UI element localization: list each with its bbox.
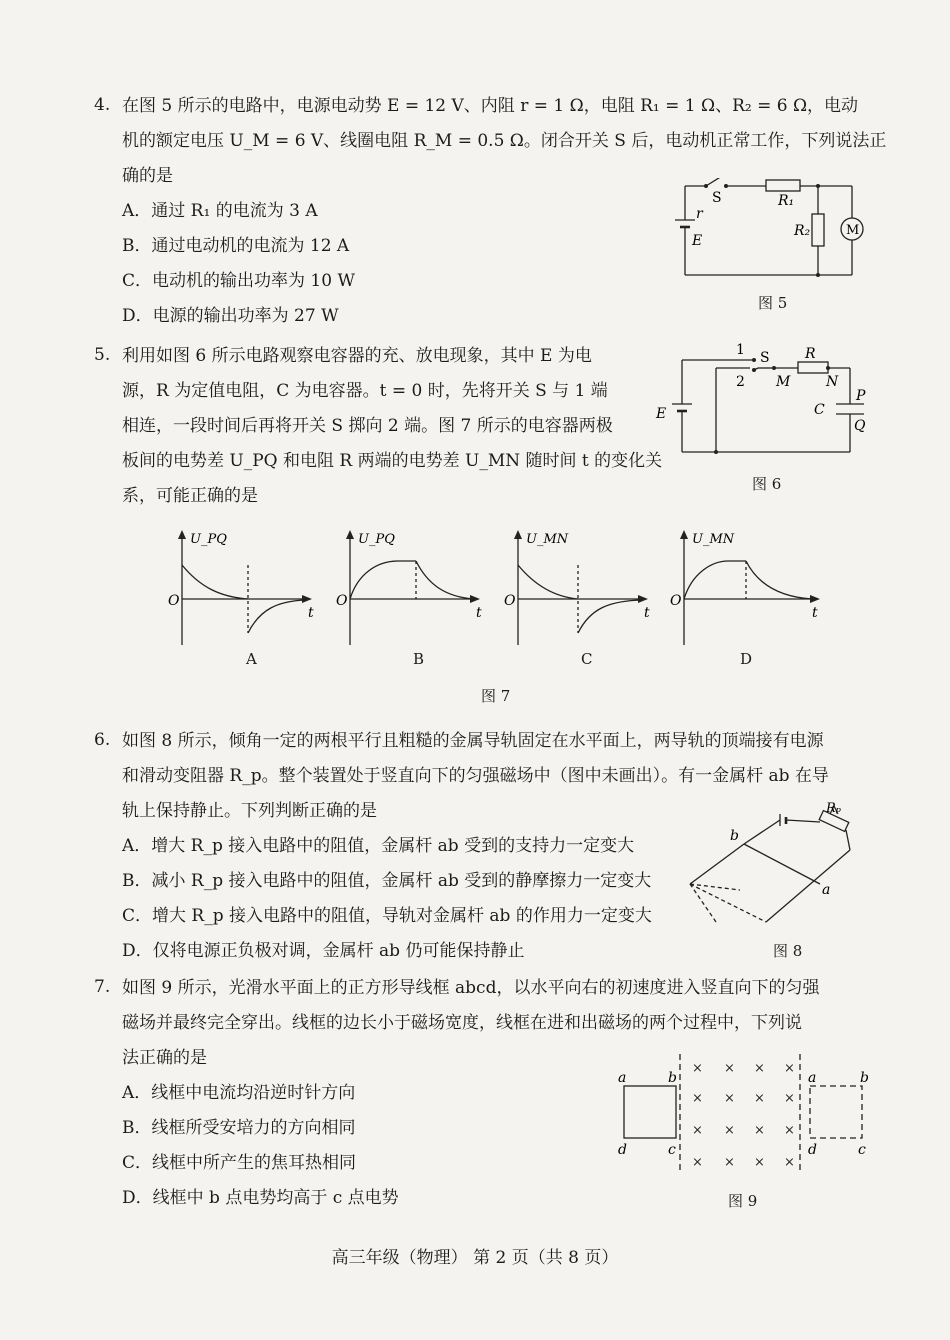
svg-text:×: × [754,1123,765,1138]
a-label: a [822,882,831,898]
corner-d-right: d [808,1142,817,1158]
figure-8-caption: 图 8 [773,942,803,960]
origin-label: O [336,593,348,609]
option-b: B．通过电动机的电流为 12 A [122,236,350,256]
p-label: P [856,388,866,404]
corner-a-left: a [618,1070,627,1086]
question-number: 7. [94,977,111,997]
option-a: A．通过 R₁ 的电流为 3 A [122,201,318,221]
origin-label: O [168,593,180,609]
question-text-line: 如图 9 所示，光滑水平面上的正方形导线框 abcd，以水平向右的初速度进入竖直向下的匀强 [122,978,820,998]
option-a: A．线框中电流均沿逆时针方向 [122,1083,356,1103]
question-text-line: 机的额定电压 U_M = 6 V、线圈电阻 R_M = 0.5 Ω。闭合开关 S 后，电动机正常工作，下列说法正 [122,131,887,151]
svg-text:×: × [754,1155,765,1170]
r-label: R [805,346,816,362]
figure-5-caption: 图 5 [758,294,788,312]
question-number: 6. [94,730,111,750]
origin-label: O [504,593,516,609]
option-c: C．增大 R_p 接入电路中的阻值，导轨对金属杆 ab 的作用力一定变大 [122,906,652,926]
question-text-line: 磁场并最终完全穿出。线框的边长小于磁场宽度，线框在进和出磁场的两个过程中，下列说 [122,1013,802,1033]
r1-label: R₁ [778,193,795,209]
question-text-line: 系，可能正确的是 [122,486,258,506]
corner-a-right: a [808,1070,817,1086]
option-c: C．电动机的输出功率为 10 W [122,271,355,291]
option-b: B．线框所受安培力的方向相同 [122,1118,356,1138]
origin-label: O [670,593,682,609]
corner-b-left: b [668,1070,677,1086]
svg-text:×: × [784,1061,795,1076]
y-axis-label: U_MN [692,532,735,547]
corner-b-right: b [860,1070,869,1086]
rp-label: Rₚ [826,801,841,816]
r-label: r [696,206,703,222]
motor-label: M [846,223,860,238]
y-axis-label: U_PQ [190,532,227,547]
t-axis-label: t [308,605,314,621]
question-text-line: 源，R 为定值电阻，C 为电容器。t = 0 时，先将开关 S 与 1 端 [122,381,608,401]
svg-text:×: × [692,1123,703,1138]
question-text-line: 板间的电势差 U_PQ 和电阻 R 两端的电势差 U_MN 随时间 t 的变化关 [122,451,663,471]
question-text-line: 和滑动变阻器 R_p。整个装置处于竖直向下的匀强磁场中（图中未画出）。有一金属杆 ab 在导 [122,766,829,786]
terminal-1-label: 1 [736,342,745,358]
question-text-line: 如图 8 所示，倾角一定的两根平行且粗糙的金属导轨固定在水平面上，两导轨的顶端接有电源 [122,731,824,751]
question-text-line: 相连，一段时间后再将开关 S 掷向 2 端。图 7 所示的电容器两极 [122,416,613,436]
svg-text:×: × [724,1155,735,1170]
option-d: D．仅将电源正负极对调，金属杆 ab 仍可能保持静止 [122,941,525,961]
option-d: D．线框中 b 点电势均高于 c 点电势 [122,1188,399,1208]
question-number: 4. [94,95,111,115]
question-text-line: 在图 5 所示的电路中，电源电动势 E = 12 V、内阻 r = 1 Ω，电阻 R₁ = 1 Ω、R₂ = 6 Ω，电动 [122,96,859,116]
figure-5-circuit [670,178,870,283]
option-c: C．线框中所产生的焦耳热相同 [122,1153,357,1173]
field-crosses [692,1061,795,1170]
page-footer: 高三年级（物理） 第 2 页（共 8 页） [331,1248,619,1268]
question-text-line: 确的是 [122,166,173,186]
corner-d-left: d [618,1142,627,1158]
graph-b [328,525,488,653]
svg-text:×: × [692,1061,703,1076]
question-number: 5. [94,345,111,365]
svg-text:×: × [724,1061,735,1076]
figure-7-caption: 图 7 [481,687,511,705]
t-axis-label: t [476,605,482,621]
option-b: B．减小 R_p 接入电路中的阻值，金属杆 ab 受到的静摩擦力一定变大 [122,871,652,891]
svg-text:×: × [724,1123,735,1138]
figure-9-field [612,1050,877,1175]
corner-c-left: c [668,1142,676,1158]
y-axis-label: U_PQ [358,532,395,547]
corner-c-right: c [858,1142,866,1158]
svg-text:×: × [754,1061,765,1076]
graph-a [160,525,320,653]
switch-label: S [760,350,770,366]
svg-text:×: × [784,1155,795,1170]
option-a: A．增大 R_p 接入电路中的阻值，金属杆 ab 受到的支持力一定变大 [122,836,635,856]
graph-c [496,525,656,653]
graph-d [662,525,832,653]
q-label: Q [854,418,866,434]
figure-6-caption: 图 6 [752,475,782,493]
c-label: C [814,402,825,418]
t-axis-label: t [812,605,818,621]
figure-6-circuit [650,340,870,465]
figure-8-rails [680,800,870,930]
svg-text:×: × [784,1091,795,1106]
r2-label: R₂ [794,223,811,239]
t-axis-label: t [644,605,650,621]
svg-text:×: × [724,1091,735,1106]
question-text-line: 轨上保持静止。下列判断正确的是 [122,801,377,821]
figure-9-caption: 图 9 [728,1192,758,1210]
svg-text:×: × [784,1123,795,1138]
graph-c-letter: C [581,650,593,668]
y-axis-label: U_MN [526,532,569,547]
svg-text:×: × [692,1155,703,1170]
terminal-2-label: 2 [736,374,745,390]
graph-d-letter: D [740,650,753,668]
option-d: D．电源的输出功率为 27 W [122,306,339,326]
question-text-line: 利用如图 6 所示电路观察电容器的充、放电现象，其中 E 为电 [122,346,592,366]
graph-b-letter: B [413,650,425,668]
e-label: E [692,233,703,249]
graph-a-letter: A [246,650,257,668]
e-label: E [656,406,667,422]
svg-text:×: × [754,1091,765,1106]
switch-label: S [712,190,722,206]
n-label: N [826,374,839,390]
b-label: b [730,828,739,844]
m-label: M [776,374,791,390]
question-text-line: 法正确的是 [122,1048,207,1068]
svg-text:×: × [692,1091,703,1106]
